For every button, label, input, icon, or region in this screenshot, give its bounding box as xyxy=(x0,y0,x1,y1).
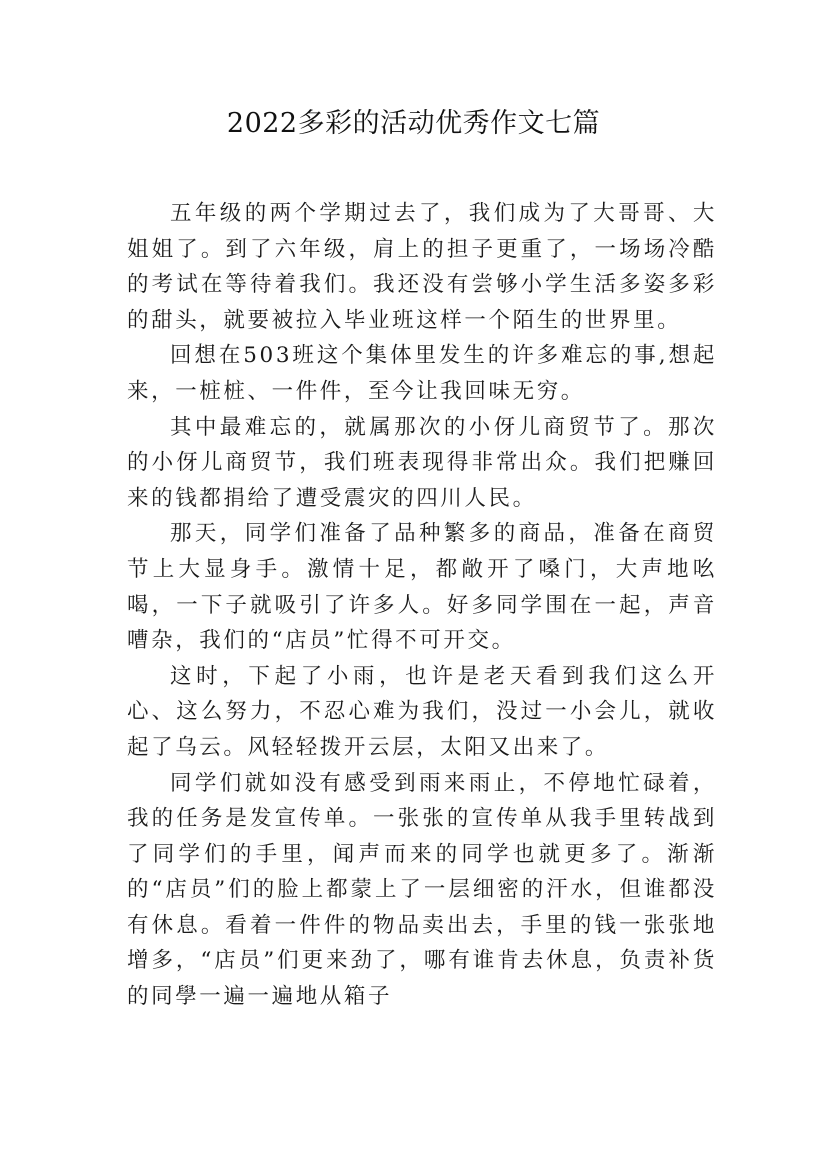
paragraph: 回想在503班这个集体里发生的许多难忘的事,想起来，一桩桩、一件件，至今让我回味无穷。 xyxy=(127,343,717,404)
paragraph: 其中最难忘的，就属那次的小伢儿商贸节了。那次的小伢儿商贸节，我们班表现得非常出众。我们把赚回来的钱都捐给了遭受震灾的四川人民。 xyxy=(127,414,717,511)
document-title: 2022多彩的活动优秀作文七篇 xyxy=(226,108,601,139)
paragraph: 这时，下起了小雨，也许是老天看到我们这么开心、这么努力，不忍心难为我们，没过一小会儿，就收起了乌云。风轻轻拨开云层，太阳又出来了。 xyxy=(127,663,717,760)
document-body xyxy=(127,196,717,1015)
paragraph: 那天，同学们准备了品种繁多的商品，准备在商贸节上大显身手。激情十足，都敞开了嗓门，大声地吆喝，一下子就吸引了许多人。好多同学围在一起，声音嘈杂，我们的“店员”忙得不可开交。 xyxy=(127,521,717,654)
paragraph: 五年级的两个学期过去了，我们成为了大哥哥、大姐姐了。到了六年级，肩上的担子更重了，一场场冷酷的考试在等待着我们。我还没有尝够小学生活多姿多彩的甜头，就要被拉入毕业班这样一个陌生的世界里。 xyxy=(127,201,717,333)
paragraph: 同学们就如没有感受到雨来雨止，不停地忙碌着，我的任务是发宣传单。一张张的宣传单从我手里转战到了同学们的手里，闻声而来的同学也就更多了。渐渐的“店员”们的脸上都蒙上了一层细密的汗水，但谁都没有休息。看着一件件的物品卖出去，手里的钱一张张地增多，“店员”们更来劲了，哪有谁肯去休息，负责补货的同學一遍一遍地从箱子 xyxy=(127,770,717,1010)
